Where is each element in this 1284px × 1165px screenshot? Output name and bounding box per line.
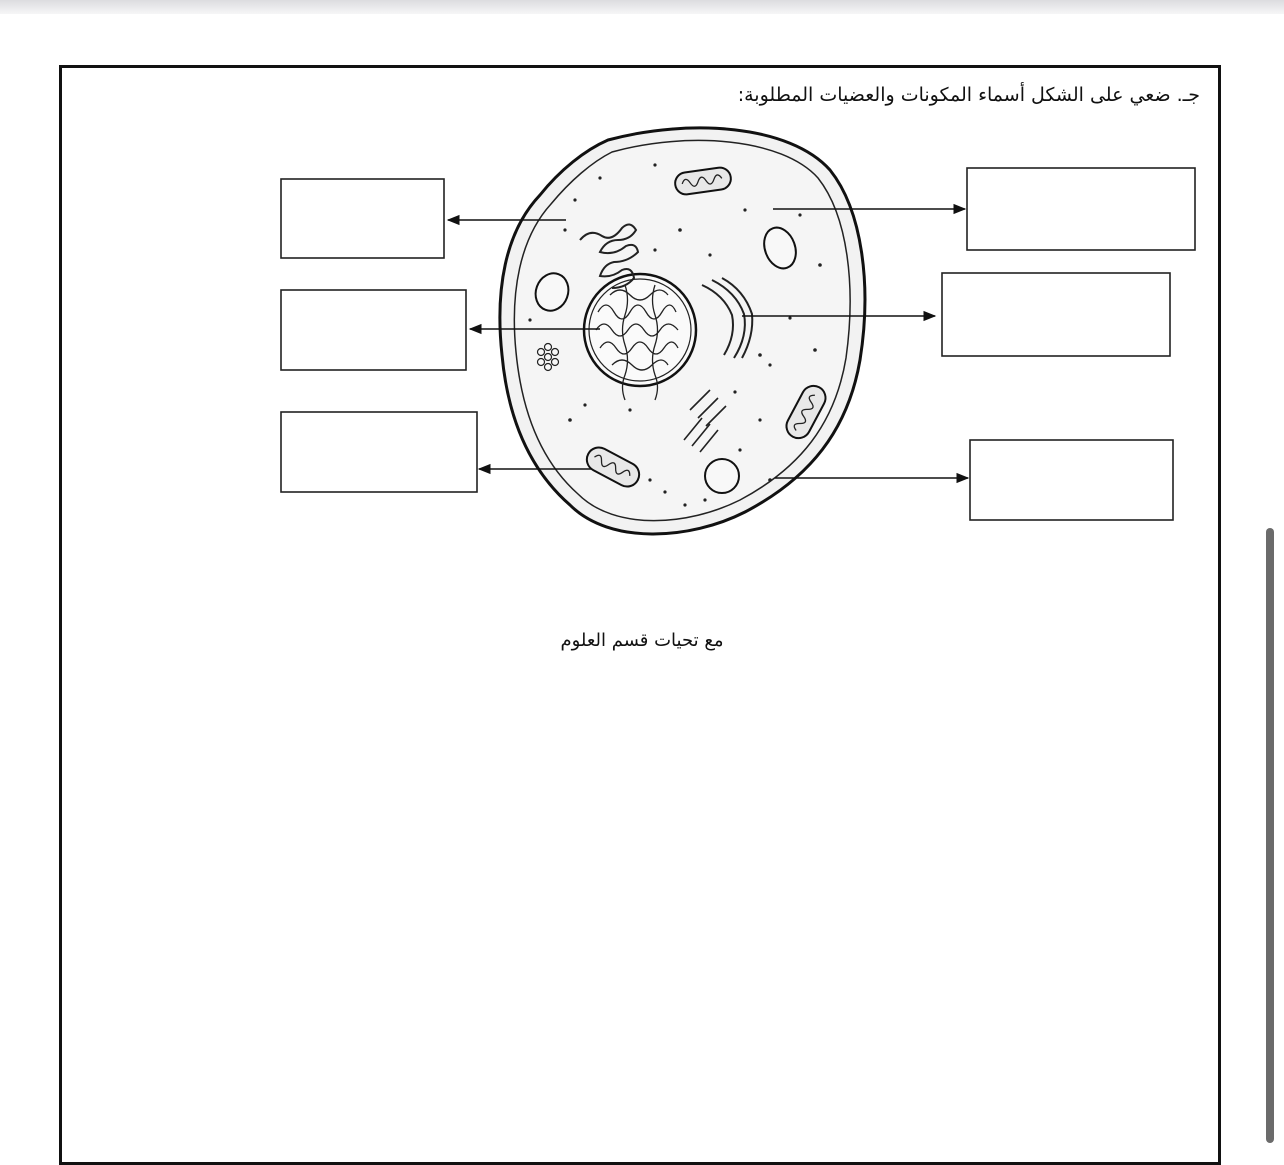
label-box-cytoplasm-right[interactable]	[970, 440, 1173, 520]
label-box-membrane-right[interactable]	[967, 168, 1195, 250]
label-box-cytoplasm-left[interactable]	[281, 179, 444, 258]
label-box-mitochondrion-left[interactable]	[281, 412, 477, 492]
label-box-golgi-right[interactable]	[942, 273, 1170, 356]
vertical-scrollbar[interactable]	[1266, 528, 1274, 1143]
instruction-text: جـ. ضعي على الشكل أسماء المكونات والعضيات المطلوبة:	[737, 84, 1200, 106]
footer-greeting: مع تحيات قسم العلوم	[560, 630, 724, 651]
label-box-nucleus-left[interactable]	[281, 290, 466, 370]
